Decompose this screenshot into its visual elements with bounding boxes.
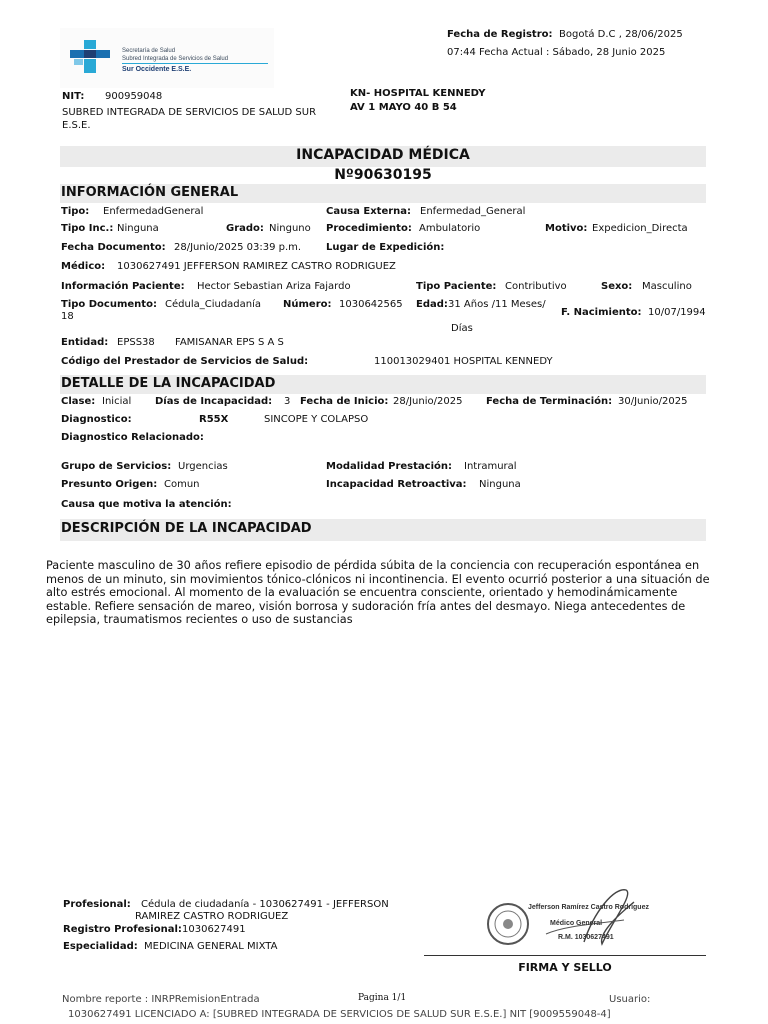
f-nacimiento-value: 10/07/1994 — [648, 307, 706, 318]
tipo-documento-value-cont: 18 — [61, 311, 74, 322]
profesional-value: Cédula de ciudadanía - 1030627491 - JEFFERSON — [141, 899, 389, 910]
tipo-inc-label: Tipo Inc.: — [61, 223, 114, 234]
edad-value-cont: Días — [451, 323, 473, 334]
modalidad-value: Intramural — [464, 461, 517, 472]
footer-report-name: Nombre reporte : INRPRemisionEntrada — [62, 994, 260, 1005]
diagnostico-label: Diagnostico: — [61, 414, 132, 425]
document-number: Nº90630195 — [334, 167, 432, 183]
general-section-title: INFORMACIÓN GENERAL — [61, 185, 239, 200]
registro-value: 1030627491 — [182, 924, 246, 935]
tipo-value: EnfermedadGeneral — [103, 206, 204, 217]
seal-icon — [484, 882, 648, 954]
fecha-documento-label: Fecha Documento: — [61, 242, 166, 253]
causa-externa-label: Causa Externa: — [326, 206, 412, 217]
grado-label: Grado: — [226, 223, 264, 234]
fecha-registro-value: Bogotá D.C , 28/06/2025 — [559, 29, 683, 40]
especialidad-value: MEDICINA GENERAL MIXTA — [144, 941, 278, 952]
logo — [60, 28, 274, 88]
descripcion-text: Paciente masculino de 30 años refiere episodio de pérdida súbita de la conciencia con recuperación espontánea en menos de un minuto, sin movimientos tónico-clónicos ni incontinencia. El evento ocurrió posterior a una situación de alto estrés emocional. Al momento de la evaluación se encuentra consciente, orientado y hemodinámicamente estable. Refiere sensación de mareo, visión borrosa y sudoración fría antes del desmayo. Niega antecedentes de epilepsia, traumatismos recientes o uso de sustancias — [46, 559, 710, 626]
info-paciente-value: Hector Sebastian Ariza Fajardo — [197, 281, 351, 292]
numero-label: Número: — [283, 299, 332, 310]
profesional-label: Profesional: — [63, 899, 131, 910]
diagnostico-code: R55X — [199, 414, 229, 425]
codigo-prestador-label: Código del Prestador de Servicios de Salud: — [61, 356, 309, 367]
medico-value: 1030627491 JEFFERSON RAMIREZ CASTRO RODRIGUEZ — [117, 261, 396, 272]
stamp-line3: R.M. 1030627491 — [558, 934, 614, 941]
dias-value: 3 — [284, 396, 291, 407]
entity-name: SUBRED INTEGRADA DE SERVICIOS DE SALUD SUR E.S.E. — [62, 107, 317, 131]
especialidad-label: Especialidad: — [63, 941, 138, 952]
logo-line2: Subred Integrada de Servicios de Salud — [122, 56, 229, 62]
presunto-origen-value: Comun — [164, 479, 200, 490]
fecha-inicio-value: 28/Junio/2025 — [393, 396, 463, 407]
motivo-value: Expedicion_Directa — [592, 223, 688, 234]
fecha-terminacion-value: 30/Junio/2025 — [618, 396, 688, 407]
fecha-actual: 07:44 Fecha Actual : Sábado, 28 Junio 2025 — [447, 47, 666, 58]
presunto-origen-label: Presunto Origen: — [61, 479, 158, 490]
causa-atencion-label: Causa que motiva la atención: — [61, 499, 232, 510]
edad-label: Edad: — [416, 299, 448, 310]
footer-page: Pagina 1/1 — [358, 993, 407, 1003]
hospital-address: AV 1 MAYO 40 B 54 — [350, 102, 457, 113]
logo-line3: Sur Occidente E.S.E. — [122, 66, 192, 73]
numero-value: 1030642565 — [339, 299, 403, 310]
dias-label: Días de Incapacidad: — [155, 396, 273, 407]
procedimiento-label: Procedimiento: — [326, 223, 412, 234]
entidad-label: Entidad: — [61, 337, 109, 348]
grupo-servicios-value: Urgencias — [178, 461, 228, 472]
sexo-value: Masculino — [642, 281, 692, 292]
entidad-name: FAMISANAR EPS S A S — [175, 337, 284, 348]
diagnostico-relacionado-label: Diagnostico Relacionado: — [61, 432, 204, 443]
info-paciente-label: Información Paciente: — [61, 281, 185, 292]
lugar-expedicion-label: Lugar de Expedición: — [326, 242, 445, 253]
incapacidad-retro-value: Ninguna — [479, 479, 521, 490]
medico-label: Médico: — [61, 261, 106, 272]
tipo-paciente-label: Tipo Paciente: — [416, 281, 497, 292]
causa-externa-value: Enfermedad_General — [420, 206, 526, 217]
fecha-registro-label: Fecha de Registro: — [447, 29, 553, 40]
stamp-line1: Jefferson Ramírez Castro Rodríguez — [528, 904, 649, 911]
grado-value: Ninguno — [269, 223, 311, 234]
fecha-documento-value: 28/Junio/2025 03:39 p.m. — [174, 242, 302, 253]
f-nacimiento-label: F. Nacimiento: — [561, 307, 642, 318]
descripcion-section-title: DESCRIPCIÓN DE LA INCAPACIDAD — [61, 521, 312, 536]
modalidad-label: Modalidad Prestación: — [326, 461, 452, 472]
footer-user: Usuario: — [609, 994, 651, 1005]
stamp-line2: Médico General — [550, 920, 603, 927]
footer-license: 1030627491 LICENCIADO A: [SUBRED INTEGRADA DE SERVICIOS DE SALUD SUR E.S.E.] NIT [9009559048-4] — [68, 1009, 611, 1020]
registro-label: Registro Profesional: — [63, 924, 182, 935]
document-title: INCAPACIDAD MÉDICA — [296, 147, 470, 163]
signature-line — [424, 955, 706, 956]
hospital-name: KN- HOSPITAL KENNEDY — [350, 88, 486, 99]
nit-value: 900959048 — [105, 91, 163, 102]
tipo-inc-value: Ninguna — [117, 223, 159, 234]
grupo-servicios-label: Grupo de Servicios: — [61, 461, 172, 472]
detalle-section-title: DETALLE DE LA INCAPACIDAD — [61, 376, 276, 391]
entidad-code: EPSS38 — [117, 337, 155, 348]
firma-label: FIRMA Y SELLO — [518, 961, 612, 974]
signature-stamp — [484, 882, 648, 954]
clase-label: Clase: — [61, 396, 96, 407]
motivo-label: Motivo: — [545, 223, 588, 234]
tipo-documento-value: Cédula_Ciudadanía — [165, 299, 262, 310]
clase-value: Inicial — [102, 396, 132, 407]
profesional-value-cont: RAMIREZ CASTRO RODRIGUEZ — [135, 911, 289, 922]
diagnostico-desc: SINCOPE Y COLAPSO — [264, 414, 369, 425]
sexo-label: Sexo: — [601, 281, 633, 292]
procedimiento-value: Ambulatorio — [419, 223, 481, 234]
fecha-inicio-label: Fecha de Inicio: — [300, 396, 389, 407]
tipo-paciente-value: Contributivo — [505, 281, 567, 292]
incapacidad-retro-label: Incapacidad Retroactiva: — [326, 479, 467, 490]
tipo-label: Tipo: — [61, 206, 90, 217]
logo-line1: Secretaría de Salud — [122, 48, 176, 54]
fecha-terminacion-label: Fecha de Terminación: — [486, 396, 613, 407]
codigo-prestador-value: 110013029401 HOSPITAL KENNEDY — [374, 356, 553, 367]
tipo-documento-label: Tipo Documento: — [61, 299, 157, 310]
cross-logo-icon — [66, 38, 114, 76]
edad-value: 31 Años /11 Meses/ — [448, 299, 546, 310]
logo-divider — [122, 63, 268, 64]
nit-label: NIT: — [62, 91, 85, 102]
